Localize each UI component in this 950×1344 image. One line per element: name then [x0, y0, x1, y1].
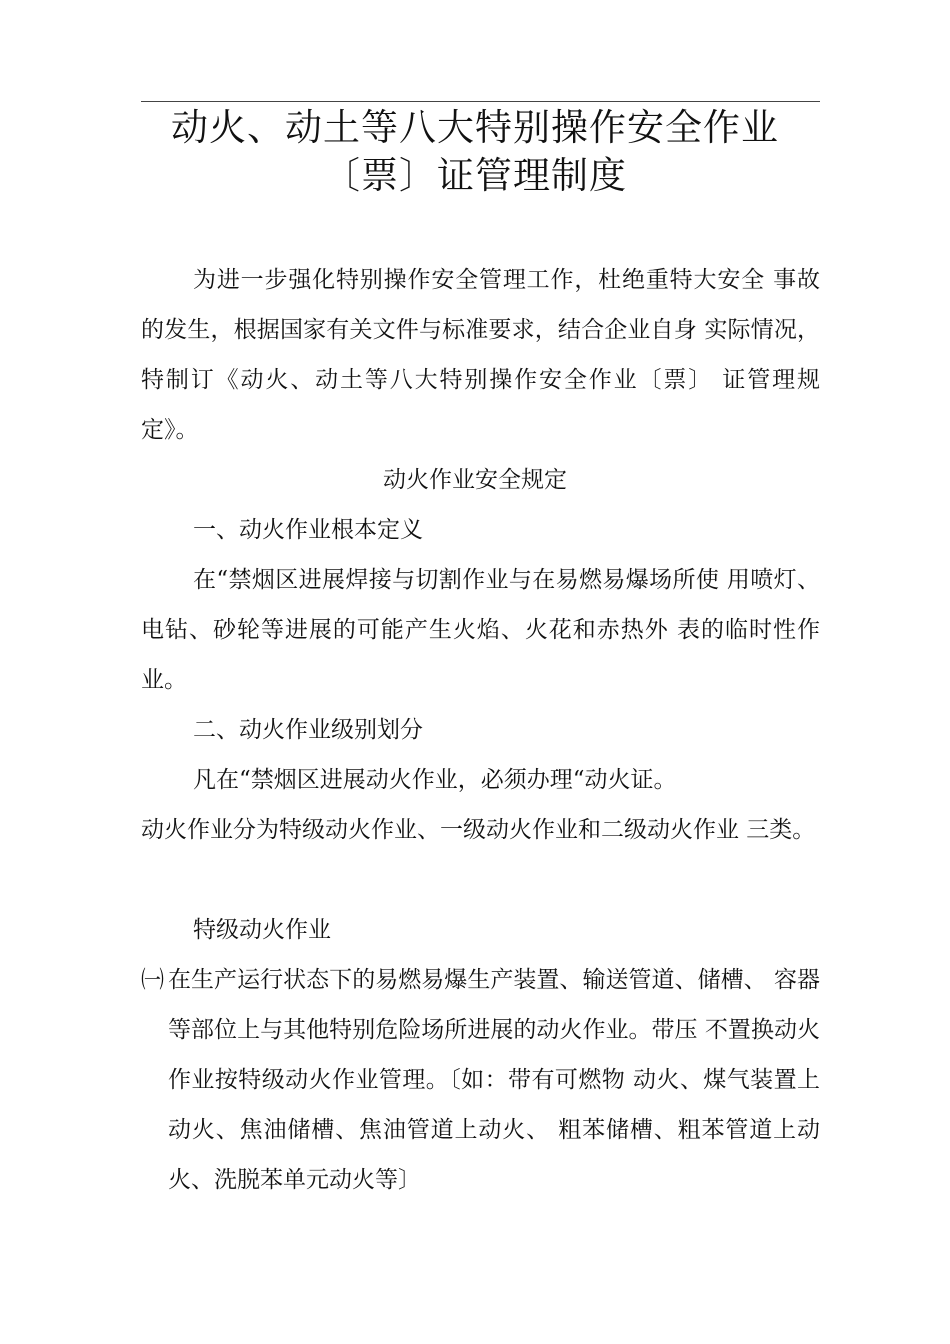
header-rule: [141, 101, 820, 102]
definition-paragraph: 在“禁烟区进展焊接与切割作业与在易燃易爆场所使 用喷灯、电钻、砂轮等进展的可能产生火焰、火花和赤热外 表的临时性作业。: [141, 567, 820, 693]
categories-paragraph: 动火作业分为特级动火作业、一级动火作业和二级动火作业 三类。: [141, 817, 816, 843]
heading-special-level: 特级动火作业: [193, 917, 331, 943]
list-item: [141, 955, 820, 1205]
item-number: ㈠: [141, 967, 164, 993]
section-title: 动火作业安全规定: [383, 467, 567, 493]
item-text: 在生产运行状态下的易燃易爆生产装置、输送管道、储槽、 容器等部位上与其他特别危险场所进展的动火作业。带压 不置换动火作业按特级动火作业管理。〔如：带有可燃物 动火、煤气装置上动火、焦油储槽、焦油管道上动火、 粗苯储槽、粗苯管道上动火、洗脱苯单元动火等〕: [168, 967, 820, 1193]
intro-paragraph: 为进一步强化特别操作安全管理工作，杜绝重特大安全 事故的发生，根据国家有关文件与标准要求，结合企业自身 实际情况，特制订《动火、动土等八大特别操作安全作业〔票〕 证管理规定》。: [141, 267, 820, 443]
heading-levels: 二、动火作业级别划分: [193, 717, 423, 743]
permit-requirement: 凡在“禁烟区进展动火作业，必须办理“动火证。: [193, 767, 677, 793]
heading-definition: 一、动火作业根本定义: [193, 517, 423, 543]
document-title-line-1: 动火、动土等八大特别操作安全作业: [171, 106, 779, 149]
document-title-line-2: 〔票〕证管理制度: [323, 154, 627, 197]
